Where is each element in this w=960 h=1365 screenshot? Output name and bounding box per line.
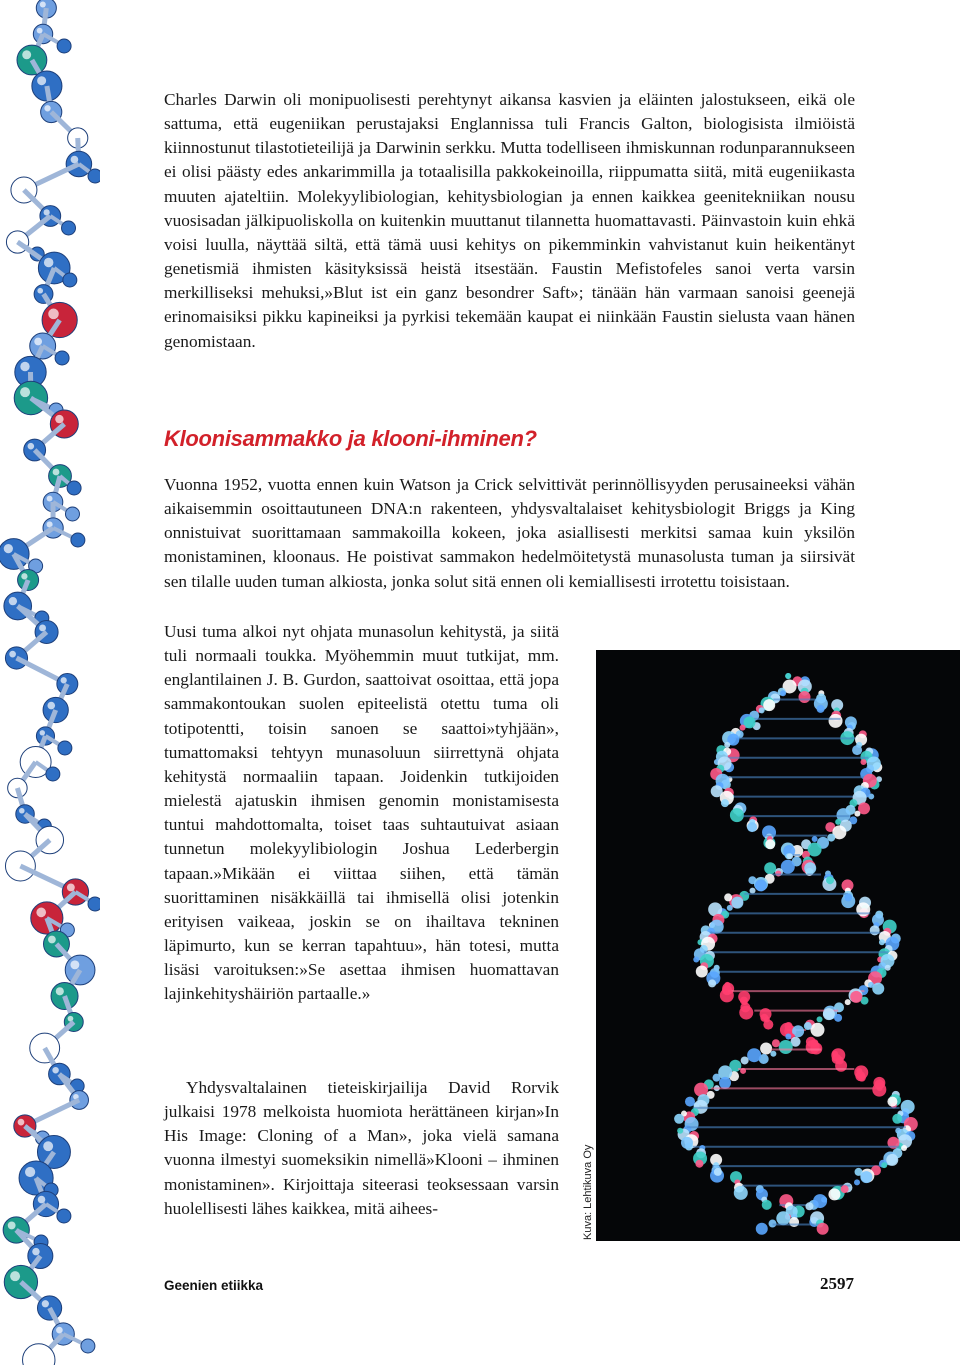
footer-section-title: Geenien etiikka [164,1278,264,1293]
page-number: 2597 [820,1274,854,1293]
molecule-strip-illustration [0,0,100,1365]
molecule-strip-svg [0,0,100,1365]
photo-credit: Kuva: Lehtikuva Oy [582,1144,594,1240]
paragraph-rorvik-book: Yhdysvaltalainen tieteiskirjailija David Rorvik julkaisi 1978 melkoista huomiota herättäneen kirjan»In His Image: Cloning of a Man», joka vielä samana vuonna ilmestyi suomeksikin nimellä»Klooni – ihminen monistaminen». Kirjoittaja siteerasi teoksessaan varsin huolellisesti lähes kaikkea, mitä aihees- [164,1078,559,1218]
dna-double-helix-photo [596,650,960,1241]
section-heading: Kloonisammakko ja klooni-ihminen? [164,426,537,451]
paragraph-darwin-eugenics: Charles Darwin oli monipuolisesti perehtynyt aikansa kasvien ja eläinten jalostukseen, eikä ole sattuma, että eugeniikan perustajaksi Englannissa tuli Francis Galton, biologisista ilmiöistä kiinnostunut tilastotieteilijä ja Darwinin serkku. Mutta todelliseen ihmiskunnan rodunparannukseen ei olisi päästy edes ankarimmilla ja totaalisilla pakkokeinoilla, riippumatta siitä, mitä eugeniikasta muuten ajateltiin. Molekyylibiologian, kehitysbiologian ja ennen kaikkea geenitekniikan nousu vuosisadan jälkipuoliskolla on kuitenkin muuttanut tilannetta huomattavasti. Päinvastoin kuin ehkä voisi luulla, näyttää siltä, että tämä uusi kehitys on pikemminkin vahvistanut kuin heikentänyt genetismiä ihmisten käsityksissä heistä itsestään. Faustin Mefistofeles sanoi verta varsin merkilliseksi mehuksi,»Blut ist ein ganz besondrer Saft»; tänään hän varmaan sanoisi geenejä erinomaisiksi pikku kapineiksi ja pyrkisi tekemään kaupat ei niinkään Faustin sielusta vaan hänen genomistaan. [164,90,855,351]
paragraph-gurdon-totipotent: Uusi tuma alkoi nyt ohjata munasolun kehitystä, ja siitä tuli normaali toukka. Myöhemmin muut tutkijat, mm. englantilainen J. B. Gurdon, saattoivat osoittaa, että jopa sammakontoukan suolen epiteelistä otettu tuma oli totipotentti, toisin sanoen se saattoi»tyhjään», tumattomaksi tehtyyn munasoluun siirrettynä ohjata kehitystä normaaliin tapaan. Joidenkin tutkijoiden mielestä ajatuskin ihmisen genomin monistamisesta tuntui mahdottomalta, toiset taas suhtautuivat asiaan tunnetun molekyylibiologin Joshua Lederbergin tapaan.»Mikään ei viittaa siihen, että tämän suorittaminen nisäkkäillä tai ihmisellä olisi jotenkin erityisen vaikeaa, joskin se on ihailtava tekninen läpimurto, kun se kerran tapahtuu», hän totesi, mutta lisäsi varoituksen:»Se asettaa ihmisen huomattavan lajinkehityshäiriön partaalle.» [164,622,559,1004]
dna-helix-svg [596,650,960,1241]
paragraph-frog-cloning: Vuonna 1952, vuotta ennen kuin Watson ja Crick selvittivät perinnöllisyyden perusaineeksi vähän aikaisemmin osoittautuneen DNA:n rakenteen, yhdysvaltalaiset kehitysbiologit Briggs ja King onnistuivat suorittamaan sammakoilla kokeen, joka asiallisesti merkitsi samaa kuin yksilön monistaminen, kloonaus. He poistivat sammakon hedelmöitetystä munasolusta tuman ja siirsivät sen tilalle uuden tuman alkiosta, jonka solut sitä ennen oli kemiallisesti irrotettu toisistaan. [164,475,855,591]
